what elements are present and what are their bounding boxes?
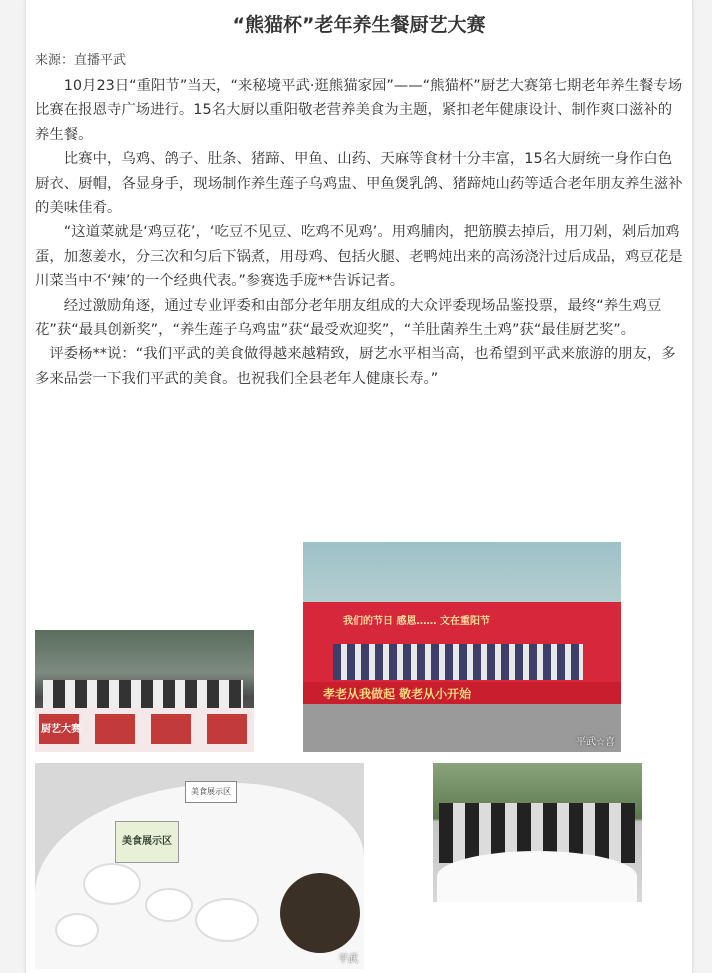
chefs-crowd	[43, 680, 243, 708]
stage-photo[interactable]	[303, 542, 621, 752]
stage-banner-text: 孝老从我做起 敬老从小开始	[323, 687, 472, 701]
article-body	[35, 74, 683, 391]
dish	[195, 898, 259, 942]
banner-block	[151, 714, 191, 744]
dish	[55, 913, 99, 947]
exhibition-watermark: 平武	[338, 954, 358, 965]
exhibition-sign: 美食展示区	[115, 821, 179, 863]
competition-hall-photo[interactable]	[35, 630, 254, 752]
hot-pot	[280, 873, 360, 953]
dish	[145, 888, 193, 922]
banner-block	[95, 714, 135, 744]
article-title: “熊猫杯”老年养生餐厨艺大赛	[232, 14, 486, 36]
stage-watermark: 平武☆喜	[576, 737, 615, 748]
paragraph-4: 经过激励角逐，通过专业评委和由部分老年朋友组成的大众评委现场品鉴投票，最终“养生鸡豆花”获“最具创新奖”，“养生莲子乌鸡盅”获“最受欢迎奖”，“羊肚菌养生土鸡”获“最佳厨艺奖”。	[35, 297, 662, 339]
article-source: 来源：直播平武	[35, 53, 127, 68]
paragraph-2: 比赛中，乌鸡、鸽子、肚条、猪蹄、甲鱼、山药、天麻等食材十分丰富，15名大厨统一身作白色厨衣、厨帽，各显身手，现场制作养生莲子乌鸡盅、甲鱼煲乳鸽、猪蹄炖山药等适合老年朋友养生滋补的美味佳肴。	[35, 151, 683, 217]
banner-block	[207, 714, 247, 744]
banner-text: 厨艺大赛	[41, 724, 81, 735]
article-page	[25, 0, 693, 973]
stage-bottom-banner	[303, 682, 621, 704]
dish	[83, 863, 141, 905]
food-exhibition-photo[interactable]	[35, 763, 364, 969]
stage-backdrop-text: 我们的节日 感恩…… 文在重阳节	[343, 616, 490, 627]
judges-photo[interactable]	[433, 763, 642, 902]
stage-crowd	[333, 644, 583, 680]
plaza-floor	[303, 704, 621, 752]
tasting-table	[437, 851, 637, 902]
paragraph-5: 评委杨**说：“我们平武的美食做得越来越精致，厨艺水平相当高，也希望到平武来旅游的朋友，多多来品尝一下我们平武的美食。也祝我们全县老年人健康长寿。”	[35, 346, 676, 387]
paragraph-3: “这道菜就是‘鸡豆花’，‘吃豆不见豆、吃鸡不见鸡’。用鸡脯肉，把筋膜去掉后，用刀剁，剁后加鸡蛋，加葱姜水，分三次和匀后下锅煮，用母鸡、包括火腿、老鸭炖出来的高汤浇汁过后成品，鸡豆花是川菜当中不‘辣’的一个经典代表。”参赛选手庞**告诉记者。	[35, 224, 683, 290]
paragraph-1: 10月23日“重阳节”当天，“来秘境平武·逛熊猫家园”——“熊猫杯”厨艺大赛第七期老年养生餐专场比赛在报恩寺广场进行。15名大厨以重阳敬老营养美食为主题，紧扣老年健康设计、制作爽口滋补的养生餐。	[35, 78, 683, 143]
exhibition-label: 美食展示区	[185, 781, 237, 803]
